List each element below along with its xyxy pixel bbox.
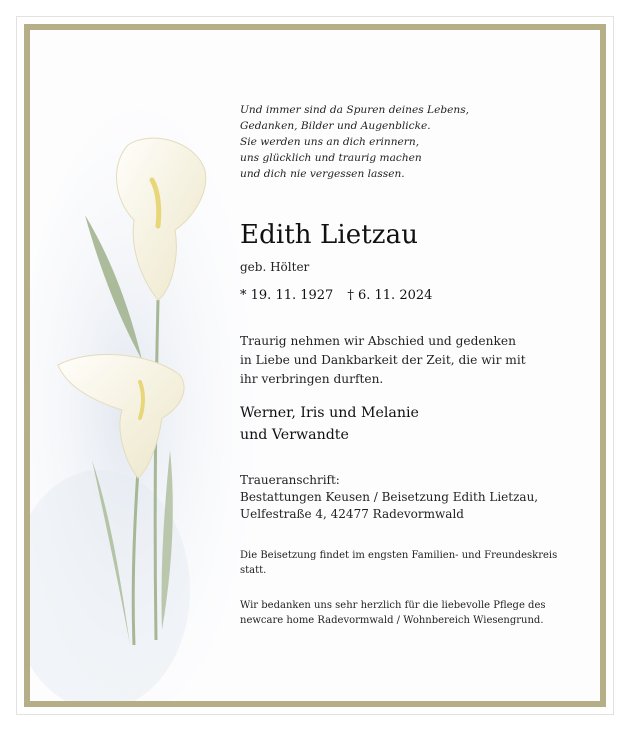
poem-line: Sie werden uns an dich erinnern, — [240, 136, 420, 148]
death-date: † 6. 11. 2024 — [347, 288, 433, 303]
note-line: newcare home Radevormwald / Wohnbereich Wiesengrund. — [240, 615, 544, 626]
poem-line: Gedanken, Bilder und Augenblicke. — [240, 120, 431, 132]
calla-lily-illustration — [30, 30, 260, 701]
address-line: Uelfestraße 4, 42477 Radevormwald — [240, 507, 464, 521]
birth-name: geb. Hölter — [240, 260, 310, 274]
obituary-frame — [24, 24, 606, 707]
poem-line: uns glücklich und traurig machen — [240, 152, 422, 164]
mourning-line: ihr verbringen durften. — [240, 372, 384, 386]
note-line: Die Beisetzung findet im engsten Familien- und Freundeskreis — [240, 550, 558, 561]
mourning-line: Traurig nehmen wir Abschied und gedenken — [240, 334, 516, 348]
poem-line: und dich nie vergessen lassen. — [240, 168, 405, 180]
deceased-name: Edith Lietzau — [240, 220, 419, 250]
mourning-text — [240, 332, 526, 389]
address-line: Traueranschrift: — [240, 473, 340, 487]
poem-line: Und immer sind da Spuren deines Lebens, — [240, 104, 470, 116]
family-line: Werner, Iris und Melanie — [240, 405, 419, 421]
mourning-line: in Liebe und Dankbarkeit der Zeit, die wir mit — [240, 353, 526, 367]
mourning-address — [240, 472, 538, 523]
note-line: Wir bedanken uns sehr herzlich für die liebevolle Pflege des — [240, 600, 546, 611]
life-dates — [240, 288, 432, 303]
birth-date: * 19. 11. 1927 — [240, 288, 334, 303]
burial-note — [240, 548, 557, 578]
address-line: Bestattungen Keusen / Beisetzung Edith Lietzau, — [240, 490, 539, 504]
note-line: statt. — [240, 565, 267, 576]
memorial-poem — [240, 102, 580, 182]
family-signature — [240, 402, 419, 446]
thanks-note — [240, 598, 546, 628]
family-line: und Verwandte — [240, 427, 349, 443]
